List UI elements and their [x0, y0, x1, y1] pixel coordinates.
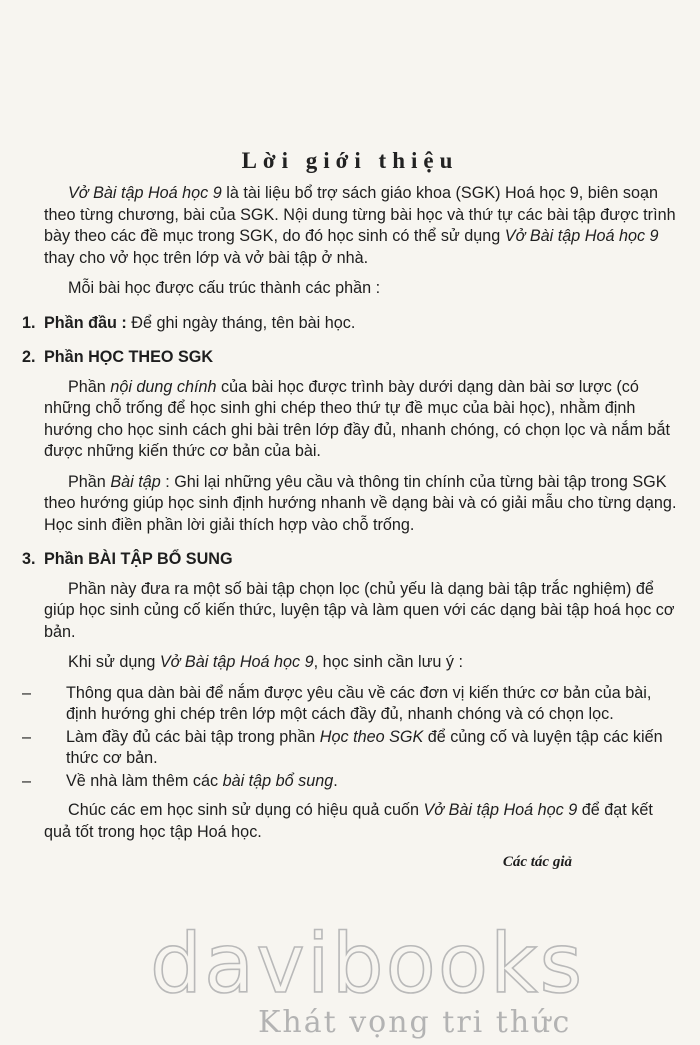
section-2-heading — [22, 347, 682, 369]
document-body — [22, 183, 682, 874]
book-title: Vở Bài tập Hoá học 9 — [159, 653, 314, 671]
section-number: 2. — [22, 348, 36, 366]
list-item-text: Thông qua dàn bài để nắm được yêu cầu về các đơn vị kiến thức cơ bản của bài, định hướng ghi chép trên lớp một cách đầy đủ, nhanh chóng và có chọn lọc. — [66, 683, 652, 723]
section-3-body — [22, 579, 682, 674]
emphasis: Học theo SGK — [319, 727, 424, 746]
section-2-body — [22, 377, 682, 537]
text-run: . — [333, 771, 338, 790]
list-item — [22, 771, 682, 793]
intro-paragraph — [22, 183, 682, 269]
section-label: Phần BÀI TẬP BỔ SUNG — [44, 550, 233, 568]
intro-text-1: là tài liệu bổ trợ sách giáo khoa (SGK) Hoá học 9, biên soạn theo từng chương, bài của SGK. Nội dung từng bài học và thứ tự các bài tập được trình bày theo các đề mục trong SGK, do đó học sinh có thể sử dụng — [44, 184, 676, 245]
watermark-slogan: Khát vọng tri thức — [258, 1005, 572, 1040]
book-title: Vở Bài tập Hoá học 9 — [68, 184, 222, 202]
section-1-heading — [22, 313, 682, 335]
dash-marker: – — [22, 771, 32, 790]
section-1-text: Để ghi ngày tháng, tên bài học. — [126, 313, 356, 332]
book-title: Vở Bài tập Hoá học 9 — [504, 227, 659, 245]
section-2-paragraph-2 — [44, 472, 682, 537]
section-label: Phần đầu : — [44, 313, 127, 332]
book-title: Vở Bài tập Hoá học 9 — [423, 801, 578, 819]
section-number: 3. — [22, 550, 36, 568]
closing-paragraph — [22, 800, 682, 843]
text-run: của bài học được trình bày dưới dạng dàn bài sơ lược (có những chỗ trống để học sinh ghi chép theo thứ tự đề mục của bài học), nhằm định hướng cho học sinh cách ghi bài trên lớp đầy đủ, nhanh chóng, có chọn lọc và nắm bắt được những kiến thức cơ bản của bài. — [44, 377, 671, 460]
text-run: , học sinh cần lưu ý : — [313, 653, 464, 671]
section-2-paragraph-1 — [44, 377, 682, 463]
text-run: Làm đầy đủ các bài tập trong phần — [66, 727, 320, 746]
dash-marker: – — [22, 727, 32, 746]
page-title: Lời giới thiệu — [241, 148, 459, 173]
text-run: Phần — [68, 377, 111, 396]
dash-marker: – — [22, 683, 32, 702]
section-3-paragraph-1: Phần này đưa ra một số bài tập chọn lọc (chủ yếu là dạng bài tập trắc nghiệm) để giúp học sinh củng cố kiến thức, luyện tập và làm quen với các dạng bài tập hoá học cơ bản. — [44, 579, 675, 641]
list-item — [22, 683, 682, 726]
usage-paragraph — [44, 652, 682, 674]
signature: Các tác giả — [502, 854, 572, 870]
section-3-heading — [22, 549, 682, 571]
text-run: để đạt kết quả tốt trong học tập Hoá học. — [44, 801, 653, 841]
text-run: Chúc các em học sinh sử dụng có hiệu quả cuốn — [68, 801, 424, 819]
text-run: Phần — [68, 472, 111, 491]
list-item — [22, 727, 682, 770]
emphasis: Bài tập — [110, 472, 161, 491]
section-number: 1. — [22, 313, 36, 332]
watermark-logo-text: davibooks — [150, 917, 585, 1012]
text-run: Về nhà làm thêm các — [66, 771, 223, 790]
emphasis: bài tập bổ sung — [222, 771, 334, 790]
section-label: Phần HỌC THEO SGK — [44, 348, 214, 366]
watermark — [0, 905, 700, 1045]
text-run: : Ghi lại những yêu cầu và thông tin chính của từng bài tập trong SGK theo hướng giúp học sinh định hướng nhanh về dạng bài và có giải mẫu cho từng dạng. Học sinh điền phần lời giải thích hợp vào chỗ trống. — [44, 472, 677, 534]
emphasis: nội dung chính — [110, 377, 217, 396]
notes-list — [22, 683, 682, 793]
structure-intro: Mỗi bài học được cấu trúc thành các phần : — [68, 279, 381, 297]
text-run: Khi sử dụng — [68, 653, 160, 671]
intro-text-2: thay cho vở học trên lớp và vở bài tập ở nhà. — [44, 248, 369, 267]
text-run: để củng cố và luyện tập các kiến thức cơ bản. — [66, 727, 663, 767]
